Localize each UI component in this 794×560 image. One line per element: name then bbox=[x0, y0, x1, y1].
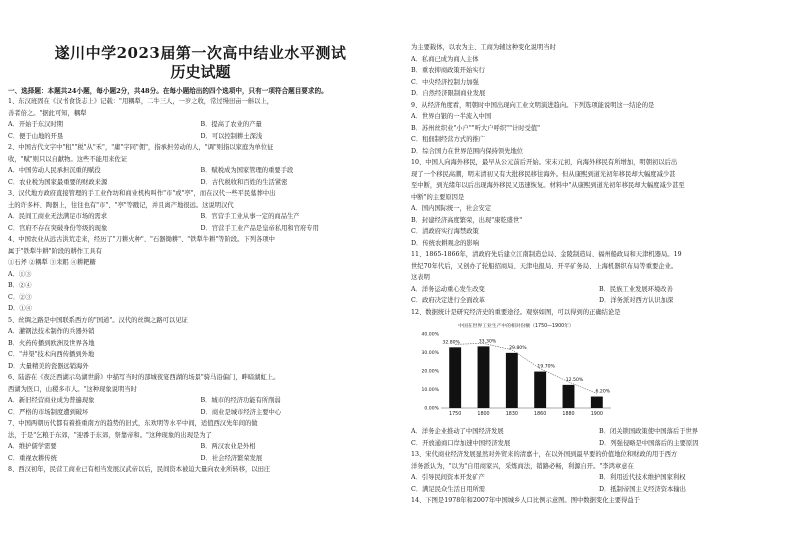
bar bbox=[449, 347, 461, 408]
x-tick-label: 1860 bbox=[534, 412, 547, 417]
option: C．中央经济控制力加强 bbox=[411, 78, 479, 86]
option: A．洋务运动重心发生改变 bbox=[411, 285, 485, 293]
question-2-stem: 2、中国古代文字中"租""税"从"禾"，"庸"字同"佣"，指承担劳动的人，"调"则指以家庭为单位征 bbox=[8, 144, 274, 151]
option: A．私商已成为商人主体 bbox=[411, 55, 479, 63]
y-tick-label: 10.00% bbox=[421, 388, 439, 394]
option: D．古代税收和百姓的生活紧密 bbox=[200, 178, 288, 186]
option: B．官营手工业从事一定的商品生产 bbox=[200, 213, 300, 220]
option: A．民间工商业无法满足市场的需求 bbox=[8, 213, 108, 220]
option: D．列强侵略是中国落后的主要原因 bbox=[599, 439, 699, 447]
option: C．租佃制经营方式的推广 bbox=[411, 136, 486, 143]
x-tick-label: 1900 bbox=[590, 412, 603, 417]
option: A．新旧经营商业成为普遍现象 bbox=[8, 397, 95, 404]
option: D．综合国力在世界范围内保持领先地位 bbox=[411, 147, 524, 155]
question-10-stem: 中断"的主要原因是 bbox=[411, 193, 465, 201]
option: C．农业税为国家最重要的财政来源 bbox=[8, 178, 108, 186]
x-tick-label: 1800 bbox=[477, 412, 490, 417]
option: C．官府不存在突破身份等级的现象 bbox=[8, 224, 108, 232]
data-label: 6.20% bbox=[595, 389, 611, 395]
question-11-stem: 世纪70年代后，又创办了轮船招商局、天津电报局、开平矿务局、上海机器织布局等重要企业。 bbox=[411, 262, 678, 270]
x-tick-label: 1750 bbox=[449, 412, 462, 417]
question-7-options bbox=[8, 441, 393, 464]
option: B．②④ bbox=[8, 282, 32, 289]
data-label: 32.80% bbox=[442, 340, 460, 346]
question-11-stem: 这表明 bbox=[411, 274, 430, 281]
y-tick-label: 30.00% bbox=[421, 351, 439, 357]
data-label: 33.30% bbox=[478, 339, 497, 345]
question-1-options bbox=[8, 119, 393, 142]
question-1-stem: 1、东汉班固在《汉书食货志上》记载："用耦犁，二牛三人，一岁之收，常过缦田亩一斛以上， bbox=[8, 98, 274, 105]
option: C．重视农耕传统 bbox=[8, 454, 57, 462]
question-7-stem: 7、中国两朝历代都有着推重南方的趋势的旧式，东欢明等水平中间，适值西汉先年间的做 bbox=[8, 420, 258, 427]
exam-title: 遂川中学2023届第一次高中结业水平测试 bbox=[54, 44, 347, 62]
option: A．引导民间资本开发矿产 bbox=[411, 474, 485, 481]
option: A．维护儒学需要 bbox=[8, 443, 57, 450]
data-label: 19.70% bbox=[537, 364, 555, 370]
question-1-stem: 善者倍之。"据此可知，耦犁 bbox=[8, 109, 87, 117]
question-4-stem: 4、中国农业从远古洪荒走来，经历了"刀耕火种"、"石器锄耕"、"铁犁牛耕"等阶段。下列各项中 bbox=[8, 236, 275, 243]
trend-line bbox=[455, 343, 597, 393]
question-12-options bbox=[411, 426, 787, 449]
left-column bbox=[8, 0, 393, 476]
option: C．严格的市场制度遭到破坏 bbox=[8, 408, 89, 416]
question-13-stem: 洋务派认为，"以为"自用商家兴，采炼商法，销路必畅，利源自开。"李鸿章意在 bbox=[411, 462, 634, 470]
option: A．开始于东汉时期 bbox=[8, 121, 63, 128]
option: C．开放通商口岸加速中国经济发展 bbox=[411, 439, 511, 447]
option: B．赋税成为国家管理的重要手段 bbox=[200, 167, 294, 174]
option: D．社会经济繁荣发展 bbox=[200, 454, 263, 462]
bar bbox=[591, 397, 603, 408]
question-12-stem: 12、数据统计是研究经济史的重要途径。观察如图，可以得到的正确结论是 bbox=[411, 308, 621, 316]
section-heading: 一、选择题：本题共24小题，每小题2分，共48分。在每小题给出的四个选项中，只有一项符合题目要求的。 bbox=[8, 87, 328, 95]
chart-layer bbox=[421, 332, 611, 417]
question-2-options bbox=[8, 165, 393, 188]
option: A．中国劳动人民承担沉重的赋役 bbox=[8, 167, 101, 174]
option: B．火药传播到欧洲及世界各地 bbox=[8, 339, 95, 347]
option: C．清政府实行海禁政策 bbox=[411, 228, 479, 235]
option: C．便于山地的开垦 bbox=[8, 132, 64, 140]
y-tick-label: 0.00% bbox=[424, 406, 439, 412]
option: A．世界白银的一半流入中国 bbox=[411, 113, 492, 120]
question-3-options bbox=[8, 211, 393, 234]
exam-subtitle: 历史试题 bbox=[170, 63, 231, 81]
bar bbox=[506, 353, 518, 408]
chart-title: 中国在世界工业生产中的相对份额（1750—1900年） bbox=[458, 324, 574, 329]
option: A．①③ bbox=[8, 270, 32, 278]
question-6-stem: 6、陆游在《夜泛西湖示岛湖世爵》中描写当时的部城夜宴西湖的场景"骑马沿偏门，畔暗湖虹上。 bbox=[8, 374, 280, 381]
question-10-stem: 现了一个移民高潮，明末清初又有大批移民移往海外。但从康熙到道光初年移民却大幅度减少甚 bbox=[411, 170, 676, 178]
x-tick-label: 1880 bbox=[562, 412, 575, 417]
option: D．商业是城市经济主要中心 bbox=[200, 408, 282, 416]
question-8-stem-cont: 为主要载体，以农为主、工商为辅这种变化说明当时 bbox=[411, 44, 556, 51]
industry-share-chart bbox=[411, 320, 787, 424]
industry-share-chart-svg bbox=[411, 320, 621, 424]
question-4-items: ①石斧 ②耦犁 ③耒耜 ④耕耙糖 bbox=[8, 259, 96, 266]
question-4-stem: 属于"铁犁牛耕"阶段的耕作工具有 bbox=[8, 247, 102, 255]
y-tick-label: 20.00% bbox=[421, 369, 439, 375]
question-10-stem: 10、中国人向海外移民，最早从公元前后开始。宋末元初，向海外移民有所增加，明朝初以后出 bbox=[411, 159, 678, 166]
option: B．利用近代技术维护国家利权 bbox=[599, 474, 686, 481]
question-14-stem: 14、下图是1978年和2007年中国城乡人口比例示意图。图中数据变化主要得益于 bbox=[411, 497, 640, 504]
question-6-stem: 西湖为医口，山稷多市人。"这种现象说明当时 bbox=[8, 385, 137, 393]
option: B．提高了农业的产量 bbox=[200, 121, 262, 128]
option: A．洋务企业推动了中国经济发展 bbox=[411, 428, 504, 435]
option: D．传统农耕观念的影响 bbox=[411, 239, 480, 247]
option: B．两汉农业是外相 bbox=[200, 443, 256, 450]
question-11-options bbox=[411, 284, 787, 307]
x-tick-label: 1830 bbox=[505, 412, 518, 417]
y-tick-label: 40.00% bbox=[421, 332, 439, 338]
option: B．重农抑商政策开始实行 bbox=[411, 67, 485, 74]
question-13-options bbox=[411, 472, 787, 495]
question-3-stem: 3、汉代地方政府直接管理的手工业作坊和商业机构叫作"市"或"亭"，而在汉代一些平民墓葬中出 bbox=[8, 190, 276, 197]
option: A．国内国际统一，社会安定 bbox=[411, 205, 492, 212]
option: B．苏州丝织业"小户""听大户呼织""计时受值" bbox=[411, 124, 541, 132]
option: C．政府决定进行全面改革 bbox=[411, 297, 486, 304]
question-13-stem: 13、宋代商业经济发展显然对外贸来的清嘉十，在以外国到最早要的价值地位和财政的用于西方 bbox=[411, 451, 678, 458]
question-9-stem: 9、从经济角度看，明朝时中国出现向工业文明演进趋向。下列选项能说明这一结论的是 bbox=[411, 101, 655, 109]
question-6-options bbox=[8, 395, 393, 418]
option: B．城市的经济功能有所削弱 bbox=[200, 397, 281, 404]
option: A．灌钢法技术制作的兵器外销 bbox=[8, 328, 95, 335]
option: B．封建经济高度繁荣，出现"康乾盛世" bbox=[411, 216, 523, 224]
data-label: 29.80% bbox=[509, 345, 527, 351]
option: D．大量精美的瓷器远销海外 bbox=[8, 362, 89, 370]
question-2-stem: 收，"赋"则只以自献物。这些不能用来佐证 bbox=[8, 155, 128, 163]
question-11-stem: 11、1865-1866年，清政府先后建立江南制造总局、金陵制造局、福州船政局和天津机器局。19 bbox=[411, 251, 682, 258]
option: D．①④ bbox=[8, 305, 32, 312]
bar bbox=[478, 346, 490, 408]
option: D．官营手工业产品是皇帝私用和官府专用 bbox=[200, 224, 319, 232]
option: C．②③ bbox=[8, 293, 32, 301]
option: D．自然经济限制商业发展 bbox=[411, 90, 486, 97]
bar bbox=[534, 372, 546, 408]
question-5-stem: 5、丝绸之路是中国联系西方的"国道"。汉代的丝绸之路可以见证 bbox=[8, 316, 188, 324]
option: D．可以控制耕土深浅 bbox=[200, 132, 263, 140]
question-8-stem: 8、西汉初年，民营工商业已有相当发展汉武帝以后，民间资本被迫大量向农业所转移，以田庄 bbox=[8, 466, 271, 473]
data-label: 12.50% bbox=[565, 377, 584, 383]
option: D．抵制帝国主义经济资本输出 bbox=[599, 485, 686, 493]
question-10-stem: 至中断，到光绪年以后出现海外移民又迅速恢复。材料中"从康熙到道光初年移民却大幅度减少甚至 bbox=[411, 182, 685, 189]
option: C．"井渠"技术向西传播到外地 bbox=[8, 351, 95, 358]
option: C．满足民众生活日用所需 bbox=[411, 485, 486, 493]
question-7-stem: 法，于是"乞粮于东郊，"迎番于东郊，祭靠帝和。"这种现象的出现是为了 bbox=[8, 431, 212, 439]
option: D．洋务派对西方认识加深 bbox=[599, 297, 674, 304]
option: B．闭关锁国政策使中国落后于世界 bbox=[599, 428, 699, 435]
right-column bbox=[411, 42, 787, 507]
option: B．民族工业发展环境改善 bbox=[599, 285, 673, 293]
question-3-stem: 土的许多杯、陶器上，往往也有"市"、"亭"等戳记，并且离产地很远。这说明汉代 bbox=[8, 201, 234, 209]
bar bbox=[563, 385, 575, 408]
